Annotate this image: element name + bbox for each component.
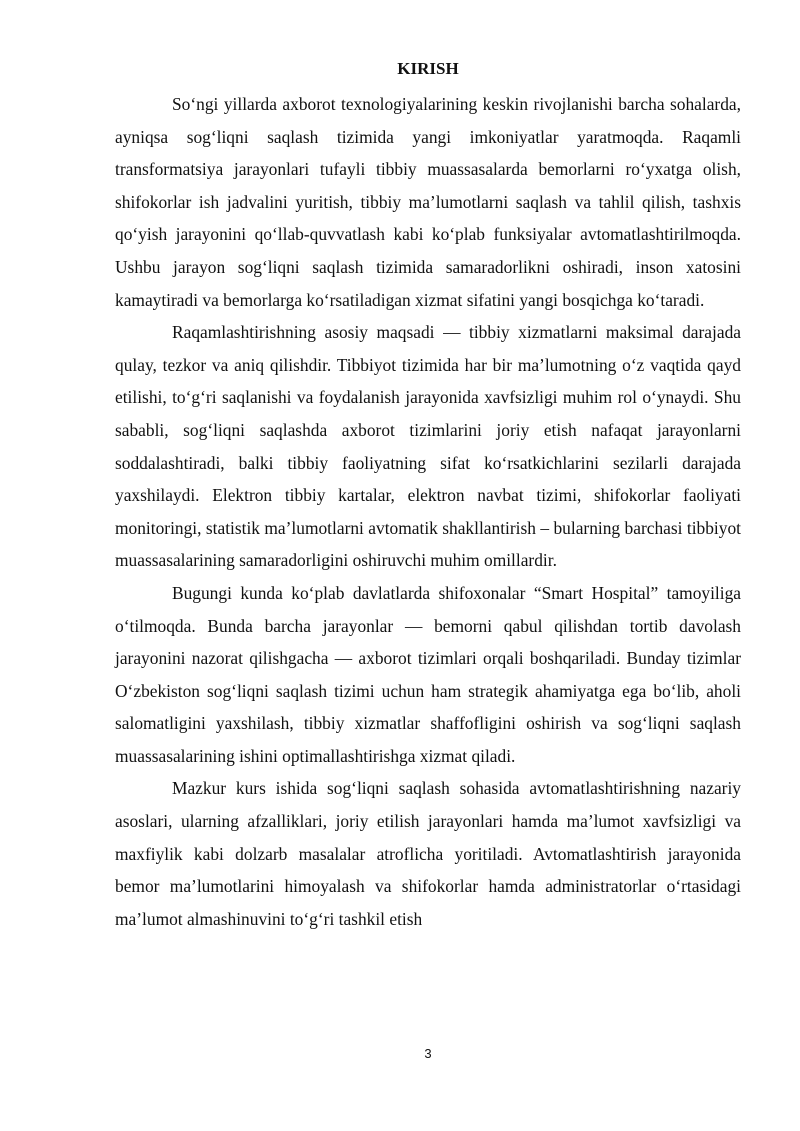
page-title: KIRISH — [397, 59, 459, 78]
paragraph-2: Raqamlashtirishning asosiy maqsadi — tibbiy xizmatlarni maksimal darajada qulay, tezkor va aniq qilishdir. Tibbiyot tizimida har bir ma’lumotning o‘z vaqtida qayd etilishi, to‘g‘ri saqlanishi va foydalanish jarayonida xavfsizligi muhim rol o‘ynaydi. Shu sababli, sog‘liqni saqlashda axborot tizimlarini joriy etish nafaqat jarayonlarni soddalashtiradi, balki tibbiy faoliyatning sifat ko‘rsatkichlarini sezilarli darajada yaxshilaydi. Elektron tibbiy kartalar, elektron navbat tizimi, shifokorlar faoliyati monitoringi, statistik ma’lumotlarni avtomatik shakllantirish – bularning barchasi tibbiyot muassasalarining samaradorligini oshiruvchi muhim omillardir. — [115, 322, 741, 571]
body-text — [115, 88, 741, 935]
page-number: 3 — [424, 1046, 432, 1061]
paragraph-1: So‘ngi yillarda axborot texnologiyalarining keskin rivojlanishi barcha sohalarda, ayniqsa sog‘liqni saqlash tizimida yangi imkoniyatlar yaratmoqda. Raqamli transformatsiya jarayonlari tufayli tibbiy muassasalarda bemorlarni ro‘yxatga olish, shifokorlar ish jadvalini yuritish, tibbiy ma’lumotlarni saqlash va tahlil qilish, tashxis qo‘yish jarayonini qo‘llab-quvvatlash kabi ko‘plab funksiyalar avtomatlashtirilmoqda. Ushbu jarayon sog‘liqni saqlash tizimida samaradorlikni oshiradi, inson xatosini kamaytiradi va bemorlarga ko‘rsatiladigan xizmat sifatini yangi bosqichga ko‘taradi. — [115, 94, 741, 310]
paragraph-4: Mazkur kurs ishida sog‘liqni saqlash sohasida avtomatlashtirishning nazariy asoslari, ularning afzalliklari, joriy etilish jarayonlari hamda ma’lumot xavfsizligi va maxfiylik kabi dolzarb masalalar atroflicha yoritiladi. Avtomatlashtirish jarayonida bemor ma’lumotlarini himoyalash va shifokorlar hamda administratorlar o‘rtasidagi ma’lumot almashinuvini to‘g‘ri tashkil etish — [115, 778, 741, 929]
paragraph-3: Bugungi kunda ko‘plab davlatlarda shifoxonalar “Smart Hospital” tamoyiliga o‘tilmoqda. Bunda barcha jarayonlar — bemorni qabul qilishdan tortib davolash jarayonini nazorat qilishgacha — axborot tizimlari orqali boshqariladi. Bunday tizimlar O‘zbekiston sog‘liqni saqlash tizimi uchun ham strategik ahamiyatga ega bo‘lib, aholi salomatligini yaxshilash, tibbiy xizmatlar shaffofligini oshirish va sog‘liqni saqlash muassasalarining ishini optimallashtirishga xizmat qiladi. — [115, 582, 741, 766]
